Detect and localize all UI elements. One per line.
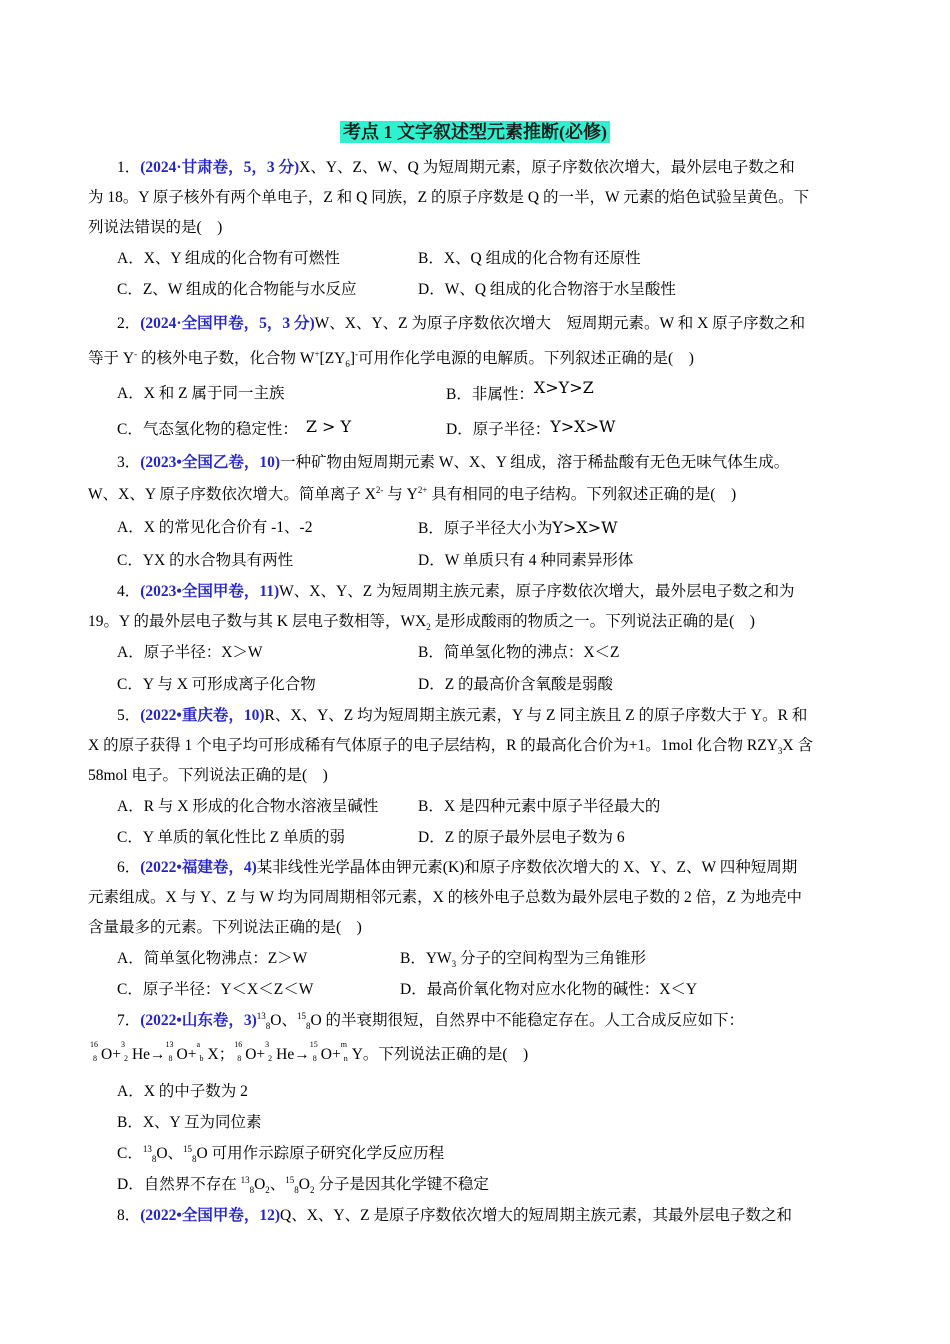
q2-text-2a: 等于 Y — [88, 350, 135, 367]
q2-text-2c: [ZY — [319, 350, 346, 367]
q7-option-d — [117, 1175, 489, 1195]
q4-text-2a: 19。Y 的最外层电子数与其 K 层电子数相等，WX — [88, 613, 427, 630]
q5-option-d: D．Z 的原子最外层电子数为 6 — [418, 829, 625, 846]
q2-option-b-math: X>Y>Z — [533, 378, 594, 397]
nuclide-x — [196, 1040, 219, 1065]
q7-c-b: O、 — [156, 1145, 184, 1162]
q7-c-8b: 8 — [192, 1154, 197, 1165]
q3-text-1: 一种矿物由短周期元素 W、X、Y 组成，溶于稀盐酸有无色无味气体生成。 — [280, 454, 790, 471]
n-o16b-z: 8 — [237, 1054, 242, 1063]
q7-c-15: 15 — [183, 1143, 193, 1154]
q7-number: 7． — [117, 1012, 141, 1029]
q4-option-b: B．简单氢化物的沸点：X＜Z — [418, 644, 620, 661]
q7-mass-13: 13 — [256, 1010, 266, 1021]
q8-source: (2022•全国甲卷，12) — [140, 1207, 281, 1224]
q6-source: (2022•福建卷，4) — [140, 859, 257, 876]
q5-text-2: X 的原子获得 1 个电子均可形成稀有气体原子的电子层结构，R 的最高化合价为+1。1mol 化合物 RZY — [88, 737, 778, 754]
q7-text-1a: O、 — [270, 1012, 297, 1029]
q6-option-d: D．最高价氧化物对应水化物的碱性：X＜Y — [400, 981, 698, 998]
q3-text-2a: W、X、Y 原子序数依次增大。简单离子 X — [88, 486, 376, 503]
q5-source: (2022•重庆卷，10) — [140, 707, 265, 724]
q7-option-b: B．X、Y 互为同位素 — [117, 1114, 262, 1131]
q2-sup-minus: - — [134, 348, 138, 359]
q1-source: (2024·甘肃卷，5，3 分) — [140, 159, 300, 176]
eq1-plus-2: + — [187, 1046, 197, 1063]
nuclide-o15 — [309, 1040, 332, 1065]
n-o16-z: 8 — [93, 1054, 97, 1063]
n-he3-sym: He — [131, 1046, 151, 1063]
n-o15-mass: 15 — [309, 1040, 318, 1049]
q7-z-8a: 8 — [265, 1021, 271, 1032]
q6-option-b-sub: 3 — [451, 959, 457, 970]
q4-option-c: C．Y 与 X 可形成离子化合物 — [117, 676, 316, 693]
q1-option-c: C．Z、W 组成的化合物能与水反应 — [117, 281, 357, 298]
q4-text-1: W、X、Y、Z 为短周期主族元素，原子序数依次增大，最外层电子数之和为 — [279, 583, 795, 600]
q3-text-2c: 具有相同的电子结构。下列叙述正确的是( ) — [427, 486, 737, 503]
section-title-text: 考点 1 文字叙述型元素推断(必修) — [340, 121, 610, 143]
q4-option-d: D．Z 的最高价含氧酸是弱酸 — [418, 676, 614, 693]
q1-number: 1． — [117, 159, 141, 176]
n-x-mass: a — [196, 1040, 201, 1049]
q7-d-d: O — [298, 1176, 310, 1193]
q3-source: (2023•全国乙卷，10) — [140, 454, 281, 471]
q4-line-2 — [88, 612, 868, 632]
q5-line-1 — [117, 706, 897, 726]
q1-line-1 — [117, 158, 897, 178]
q4-sub-2: 2 — [426, 622, 431, 633]
n-he3-mass: 3 — [120, 1040, 125, 1049]
q2-option-d-label: D．原子半径： — [446, 421, 551, 438]
q2-option-c-label: C．气态氢化物的稳定性： — [117, 421, 298, 438]
q7-text-1b: O 的半衰期很短，自然界中不能稳定存在。人工合成反应如下： — [310, 1012, 745, 1029]
q3-line-2 — [88, 485, 868, 505]
q2-option-d-math: Y>X>W — [550, 417, 616, 436]
q3-option-a: A．X 的常见化合价有 -1、-2 — [117, 519, 313, 536]
q7-c-8a: 8 — [151, 1154, 157, 1165]
q2-text-1: W、X、Y、Z 为原子序数依次增大 短周期元素。W 和 X 原子序数之和 — [314, 315, 806, 332]
n-o15-sym: O — [320, 1046, 332, 1063]
q1-line-3: 列说法错误的是( ) — [88, 219, 223, 236]
q3-option-c: C．YX 的水合物具有两性 — [117, 552, 294, 569]
eq2-plus-2: + — [331, 1046, 341, 1063]
n-x-sym: X — [207, 1046, 219, 1063]
q2-option-d — [446, 419, 615, 440]
q7-option-c — [117, 1144, 444, 1164]
q6-option-b-b: 分子的空间构型为三角锥形 — [456, 950, 647, 967]
q6-number: 6． — [117, 859, 141, 876]
q6-option-b-a: B．YW — [400, 950, 452, 967]
q2-option-b-label: B．非属性： — [446, 386, 534, 403]
q2-option-c-math: Z > Y — [305, 417, 352, 436]
q2-option-c — [117, 419, 351, 440]
n-y-sym: Y — [351, 1046, 363, 1063]
q8-number: 8． — [117, 1207, 141, 1224]
q3-number: 3． — [117, 454, 141, 471]
q3-option-b — [418, 518, 618, 539]
q2-number: 2． — [117, 315, 141, 332]
q5-option-c: C．Y 单质的氧化性比 Z 单质的弱 — [117, 829, 346, 846]
q7-d-2b: 2 — [310, 1185, 315, 1196]
q2-sub-6: 6 — [345, 359, 350, 370]
q3-text-2b: 与 Y — [383, 486, 418, 503]
n-y-mass: m — [340, 1040, 347, 1049]
eq1-plus-1: + — [112, 1046, 121, 1063]
q5-option-a: A．R 与 X 形成的化合物水溶液呈碱性 — [117, 798, 379, 815]
q5-sub-3: 3 — [777, 746, 783, 757]
q3-sup-a: 2- — [375, 484, 384, 495]
nuclide-o16-b — [234, 1040, 257, 1065]
q4-line-1 — [117, 582, 897, 602]
q2-sup-plus: + — [314, 348, 320, 359]
nuclide-he3-b — [265, 1040, 295, 1065]
q7-d-13: 13 — [240, 1174, 250, 1185]
n-he3-z: 2 — [123, 1054, 128, 1063]
q6-line-3: 含量最多的元素。下列说法正确的是( ) — [88, 919, 362, 936]
q7-equations — [90, 1040, 870, 1065]
q7-d-8a: 8 — [249, 1185, 255, 1196]
nuclide-he3 — [120, 1040, 151, 1065]
n-o16-mass: 16 — [90, 1040, 98, 1049]
n-o15-z: 8 — [312, 1054, 317, 1063]
n-o16b-sym: O — [245, 1046, 257, 1063]
n-o13-z: 8 — [168, 1054, 173, 1063]
q5-number: 5． — [117, 707, 141, 724]
q6-option-a: A．简单氢化物沸点：Z＞W — [117, 950, 308, 967]
q7-source: (2022•山东卷，3) — [140, 1012, 257, 1029]
n-he3b-z: 2 — [268, 1054, 273, 1063]
nuclide-o16 — [90, 1040, 113, 1065]
q2-sup-minus-2: - — [355, 348, 359, 359]
n-o16-sym: O — [101, 1046, 113, 1063]
q5-text-2b: X 含 — [782, 737, 813, 754]
section-title — [0, 118, 950, 144]
n-o13-sym: O — [176, 1046, 188, 1063]
q4-option-a: A．原子半径：X＞W — [117, 644, 263, 661]
q1-line-2: 为 18。Y 原子核外有两个单电子，Z 和 Q 同族，Z 的原子序数是 Q 的一半，W 元素的焰色试验呈黄色。下 — [88, 189, 810, 206]
n-he3b-mass: 3 — [265, 1040, 270, 1049]
q2-line-1 — [117, 314, 897, 334]
q4-number: 4． — [117, 583, 141, 600]
q1-option-b: B．X、Q 组成的化合物有还原性 — [418, 250, 641, 267]
eq2-arrow: → — [294, 1046, 310, 1063]
q5-line-2 — [88, 736, 868, 756]
q3-option-d: D．W 单质只有 4 种同素异形体 — [418, 552, 634, 569]
q2-text-2e: ] — [349, 350, 356, 367]
q4-text-2b: 是形成酸雨的物质之一。下列说法正确的是( ) — [430, 613, 755, 630]
eq-sep: ； — [218, 1046, 235, 1063]
q7-line-1 — [117, 1011, 897, 1031]
nuclide-y — [340, 1040, 363, 1065]
n-x-z: b — [199, 1054, 204, 1063]
n-y-z: n — [343, 1054, 348, 1063]
q2-line-2 — [88, 349, 868, 369]
q2-text-2f: 可用作化学电源的电解质。下列叙述正确的是( ) — [358, 350, 694, 367]
q5-option-b: B．X 是四种元素中原子半径最大的 — [418, 798, 661, 815]
q5-line-3: 58mol 电子。下列说法正确的是( ) — [88, 767, 328, 784]
q7-c-c: O 可用作示踪原子研究化学反应历程 — [196, 1145, 445, 1162]
q7-option-a: A．X 的中子数为 2 — [117, 1083, 248, 1100]
q6-line-2: 元素组成。X 与 Y、Z 与 W 均为同周期相邻元素，X 的核外电子总数为最外层电子数的 2 倍，Z 为地壳中 — [88, 889, 802, 906]
q7-d-a: D．自然界不存在 — [117, 1176, 241, 1193]
q7-d-8b: 8 — [294, 1185, 299, 1196]
q6-text-1: 某非线性光学晶体由钾元素(K)和原子序数依次增大的 X、Y、Z、W 四种短周期 — [256, 859, 798, 876]
q7-mass-15: 15 — [296, 1010, 306, 1021]
q6-line-1 — [117, 858, 897, 878]
q7-c-a: C． — [117, 1145, 143, 1162]
n-o13-mass: 13 — [165, 1040, 174, 1049]
q2-source: (2024·全国甲卷，5，3 分) — [140, 315, 315, 332]
q7-d-b: O — [254, 1176, 266, 1193]
n-o16b-mass: 16 — [234, 1040, 243, 1049]
q7-d-c: 、 — [269, 1176, 286, 1193]
q8-text-1: Q、X、Y、Z 是原子序数依次增大的短周期主族元素，其最外层电子数之和 — [280, 1207, 792, 1224]
q7-d-e: 分子是因其化学键不稳定 — [314, 1176, 489, 1193]
q1-option-d: D．W、Q 组成的化合物溶于水呈酸性 — [418, 281, 676, 298]
q3-option-b-label: B．原子半径大小为 — [418, 520, 553, 537]
eq2-plus-1: + — [256, 1046, 266, 1063]
nuclide-o13 — [165, 1040, 188, 1065]
q3-line-1 — [117, 453, 897, 473]
q2-text-2b: 的核外电子数，化合物 W — [137, 350, 315, 367]
q7-c-13: 13 — [142, 1143, 152, 1154]
q1-option-a: A．X、Y 组成的化合物有可燃性 — [117, 250, 340, 267]
q1-text-1: X、Y、Z、W、Q 为短周期元素，原子序数依次增大，最外层电子数之和 — [299, 159, 795, 176]
q3-option-b-math: Y>X>W — [552, 518, 618, 537]
q7-d-15: 15 — [285, 1174, 295, 1185]
q7-d-2a: 2 — [265, 1185, 270, 1196]
q7-text-2-end: 。下列说法正确的是( ) — [362, 1046, 529, 1063]
q7-z-8b: 8 — [305, 1021, 311, 1032]
q6-option-b — [400, 949, 646, 969]
q8-line-1 — [117, 1206, 897, 1226]
q3-sup-b: 2+ — [417, 484, 428, 495]
q2-option-b — [446, 378, 594, 405]
q2-option-a: A．X 和 Z 属于同一主族 — [117, 385, 285, 402]
eq1-arrow: → — [150, 1046, 166, 1063]
q4-source: (2023•全国甲卷，11) — [140, 583, 280, 600]
q5-text-1: R、X、Y、Z 均为短周期主族元素，Y 与 Z 同主族且 Z 的原子序数大于 Y。R 和 — [264, 707, 808, 724]
n-he3b-sym: He — [276, 1046, 295, 1063]
q6-option-c: C．原子半径：Y＜X＜Z＜W — [117, 981, 314, 998]
